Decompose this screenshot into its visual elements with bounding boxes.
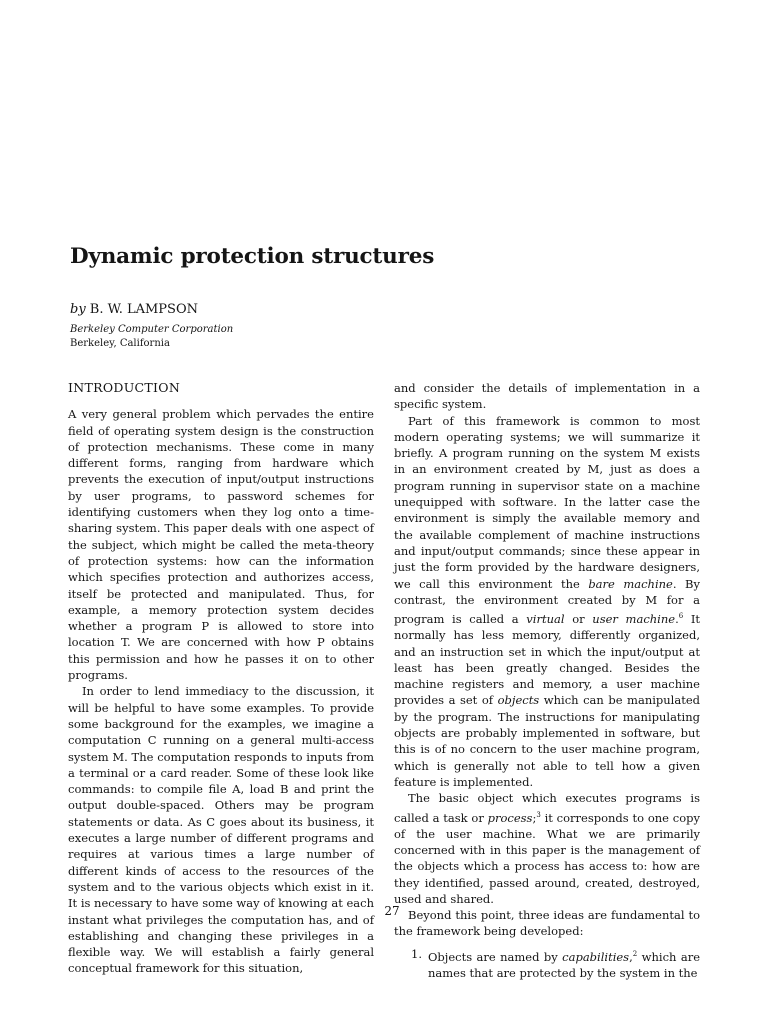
paragraph-beyond: Beyond this point, three ideas are fundamental to the framework being developed: xyxy=(394,908,700,939)
paragraph-intro-1: A very general problem which pervades the entire field of operating system design is the construction of protection mechanisms. These come in many different forms, ranging from hardware which prevents the execution of input/output instructions by user programs, to password schemes for identifying customers when they log onto a time-sharing system. This paper deals with one aspect of the subject, which might be called the meta-theory of protection systems: how can the information which specifies protection and authorizes access, itself be protected and manipulated. Thus, for example, a memory protection system decides whether a program P is allowed to store into location T. We are concerned with how P obtains this permission and how he passes it on to other programs. xyxy=(68,407,374,683)
term-process: process xyxy=(487,810,533,825)
paragraph-continued: and consider the details of implementation in a specific system. xyxy=(394,381,700,412)
reference-marker: 3 xyxy=(536,810,541,819)
affiliation-location: Berkeley, California xyxy=(70,338,170,349)
paragraph-process: The basic object which executes programs is called a task or process;$^3$ it corresponds to one copy of the user machine. What we are primarily concerned with in this paper is the management of the objects which a process has access to: how are they identified, passed around, created, destroyed, used and shared. xyxy=(394,791,700,906)
right-column xyxy=(394,380,700,981)
text-span: Objects are named by xyxy=(428,949,563,964)
term-objects: objects xyxy=(497,693,540,708)
list-number: 1. xyxy=(411,946,422,961)
author-name: B. W. LAMPSON xyxy=(85,302,198,317)
text-span: which can be manipulated by the program. The instructions for manipulating objects are probably implemented in software, but this is of no concern to the user machine program, which is generally not able to tell how a given feature is implemented. xyxy=(394,693,700,789)
list-text: Objects are named by capabilities,$^2$ which are names that are protected by the system in the xyxy=(428,949,700,980)
affiliation-org: Berkeley Computer Corporation xyxy=(70,324,234,335)
byline xyxy=(70,302,198,317)
left-column xyxy=(68,380,374,977)
text-span: . By contrast, the environment created by M for a program is called a xyxy=(394,576,700,626)
text-span: Part of this framework is common to most modern operating systems; we will summarize it briefly. A program running on the system M exists in an environment created by M, just as does a program running in supervisor state on a machine unequipped with software. In the latter case the environment is simply the available memory and the available complement of machine instructions and input/output commands; since these appear in just the form provided by the hardware designers, we call this environment the xyxy=(394,413,700,591)
text-span: it corresponds to one copy of the user machine. What we are primarily concerned with in this paper is the management of the objects which a process has access to: how are they identified, passed around, created, destroyed, used and shared. xyxy=(394,810,700,906)
text-span: which are names that are protected by the system in the xyxy=(428,949,700,980)
byline-prefix: by xyxy=(70,302,86,317)
list-item-1 xyxy=(394,946,700,981)
reference-marker: 2 xyxy=(632,949,638,958)
reference-marker: 6 xyxy=(678,612,684,621)
paragraph-intro-2: In order to lend immediacy to the discussion, it will be helpful to have some examples. To provide some background for the examples, we imagine a computation C running on a general multi-access system M. The computation responds to inputs from a terminal or a card reader. Some of these look like commands: to compile file A, load B and print the output double-spaced. Others may be program statements or data. As C goes about its business, it executes a large number of different programs and requires at various times a large number of different kinds of access to the resources of the system and to the various objects which exist in it. It is necessary to have some way of knowing at each instant what privileges the computation has, and of establishing and changing these privileges in a flexible way. We will establish a fairly general conceptual framework for this situation, xyxy=(68,684,375,976)
text-span: The basic object which executes programs is called a task or xyxy=(394,791,700,825)
term-virtual: virtual xyxy=(526,611,565,626)
affiliation xyxy=(70,323,233,351)
term-user-machine: user machine xyxy=(592,611,676,626)
text-span: It normally has less memory, differently organized, and an instruction set in which the input/output at least has been greatly changed. Besides the machine registers and memory, a user machine provides a set of xyxy=(394,611,701,708)
paper-title: Dynamic protection structures xyxy=(70,244,435,269)
paragraph-framework: Part of this framework is common to most modern operating systems; we will summarize it briefly. A program running on the system M exists in an environment created by M, just as does a program running in supervisor state on a machine unequipped with software. In the latter case the environment is simply the available memory and the available complement of machine instructions and input/output commands; since these appear in just the form provided by the hardware designers, we call this environment the bare machine. By contrast, the environment created by M for a program is called a virtual or user machine.$^6$ It normally has less memory, differently organized, and an instruction set in which the input/output at least has been greatly changed. Besides the machine registers and memory, a user machine provides a set of objects which can be manipulated by the program. The instructions for manipulating objects are probably implemented in software, but this is of no concern to the user machine program, which is generally not able to tell how a given feature is implemented. xyxy=(394,413,701,789)
text-span: or xyxy=(564,611,593,626)
term-capabilities: capabilities xyxy=(562,949,630,964)
section-heading-introduction: INTRODUCTION xyxy=(68,380,181,395)
page-number: 27 xyxy=(384,904,400,918)
term-bare-machine: bare machine xyxy=(588,576,673,591)
